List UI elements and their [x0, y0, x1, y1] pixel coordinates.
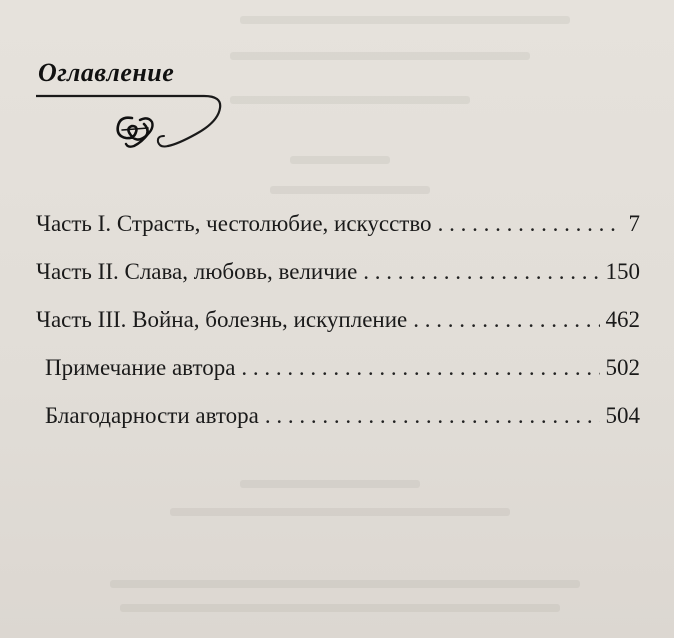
- toc-entry-title: Часть II. Слава, любовь, величие: [36, 259, 358, 284]
- dot-leader: [413, 308, 599, 331]
- dot-leader: [241, 356, 599, 379]
- toc-entry-title: Часть III. Война, болезнь, искупление: [36, 307, 408, 332]
- toc-entry: [36, 404, 640, 452]
- toc-entry: [36, 260, 640, 308]
- toc-entry-title: Примечание автора: [45, 355, 236, 380]
- show-through-mark: [230, 96, 470, 104]
- show-through-mark: [110, 580, 580, 588]
- toc-entry-page: 504: [605, 403, 640, 428]
- show-through-mark: [230, 52, 530, 60]
- toc-entry-page: 7: [628, 211, 640, 236]
- toc-entry: [36, 308, 640, 356]
- show-through-mark: [240, 480, 420, 488]
- toc-list: [36, 212, 640, 452]
- show-through-mark: [290, 156, 390, 164]
- dot-leader: [363, 260, 599, 283]
- dot-leader: [265, 404, 600, 427]
- dot-leader: [438, 212, 623, 235]
- toc-heading: Оглавление: [38, 58, 175, 87]
- show-through-mark: [270, 186, 430, 194]
- toc-entry: [36, 212, 640, 260]
- toc-entry: [36, 356, 640, 404]
- toc-entry-page: 150: [605, 259, 640, 284]
- show-through-mark: [170, 508, 510, 516]
- toc-entry-page: 502: [605, 355, 640, 380]
- show-through-mark: [120, 604, 560, 612]
- flourish-ornament-icon: [36, 86, 236, 166]
- toc-entry-page: 462: [605, 307, 640, 332]
- show-through-mark: [240, 16, 570, 24]
- toc-entry-title: Часть I. Страсть, честолюбие, искусство: [36, 211, 432, 236]
- toc-entry-title: Благодарности автора: [45, 403, 259, 428]
